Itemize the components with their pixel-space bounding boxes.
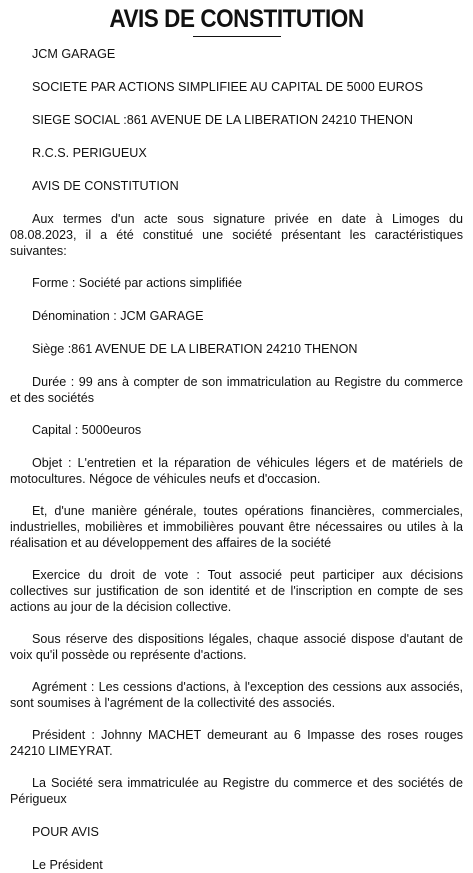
notice-subheading: AVIS DE CONSTITUTION bbox=[32, 179, 179, 193]
denomination-paragraph: Dénomination : JCM GARAGE bbox=[32, 309, 204, 323]
capital-paragraph: Capital : 5000euros bbox=[32, 423, 142, 437]
votes-paragraph: Sous réserve des dispositions légales, chaque associé dispose d'autant de voix qu'il possède ou représente d'actions. bbox=[10, 632, 463, 662]
legal-notice-page bbox=[0, 4, 473, 872]
purpose-paragraph: Objet : L'entretien et la réparation de véhicules légers et de matériels de motocultures. Négoce de véhicules neufs et d'occasion. bbox=[10, 456, 463, 486]
company-legal-form-capital: SOCIETE PAR ACTIONS SIMPLIFIEE AU CAPITAL DE 5000 EUROS bbox=[32, 80, 423, 94]
rcs-registry: R.C.S. PERIGUEUX bbox=[32, 146, 147, 160]
general-operations-paragraph: Et, d'une manière générale, toutes opérations financières, commerciales, industrielles, mobilières et immobilières pouvant être nécessaires ou utiles à la réalisation et au développement des affaires de la société bbox=[10, 504, 463, 550]
seat-paragraph: Siège :861 AVENUE DE LA LIBERATION 24210 THENON bbox=[32, 342, 358, 356]
deed-paragraph: Aux termes d'un acte sous signature privée en date à Limoges du 08.08.2023, il a été constitué une société présentant les caractéristiques suivantes: bbox=[10, 212, 463, 258]
voting-rights-paragraph: Exercice du droit de vote : Tout associé peut participer aux décisions collectives sur justification de son identité et de l'inscription en compte de ses actions au jour de la décision collective. bbox=[10, 568, 463, 614]
approval-paragraph: Agrément : Les cessions d'actions, à l'exception des cessions aux associés, sont soumises à l'agrément de la collectivité des associés. bbox=[10, 680, 463, 710]
duration-paragraph: Durée : 99 ans à compter de son immatriculation au Registre du commerce et des sociétés bbox=[10, 375, 463, 405]
registration-paragraph: La Société sera immatriculée au Registre du commerce et des sociétés de Périgueux bbox=[10, 776, 463, 806]
company-name: JCM GARAGE bbox=[32, 47, 116, 61]
notice-title: AVIS DE CONSTITUTION bbox=[109, 5, 364, 33]
registered-office: SIEGE SOCIAL :861 AVENUE DE LA LIBERATION 24210 THENON bbox=[32, 113, 413, 127]
pour-avis: POUR AVIS bbox=[32, 825, 99, 839]
signature-president: Le Président bbox=[32, 858, 103, 872]
president-paragraph: Président : Johnny MACHET demeurant au 6 Impasse des roses rouges 24210 LIMEYRAT. bbox=[10, 728, 463, 758]
form-paragraph: Forme : Société par actions simplifiée bbox=[32, 276, 242, 290]
